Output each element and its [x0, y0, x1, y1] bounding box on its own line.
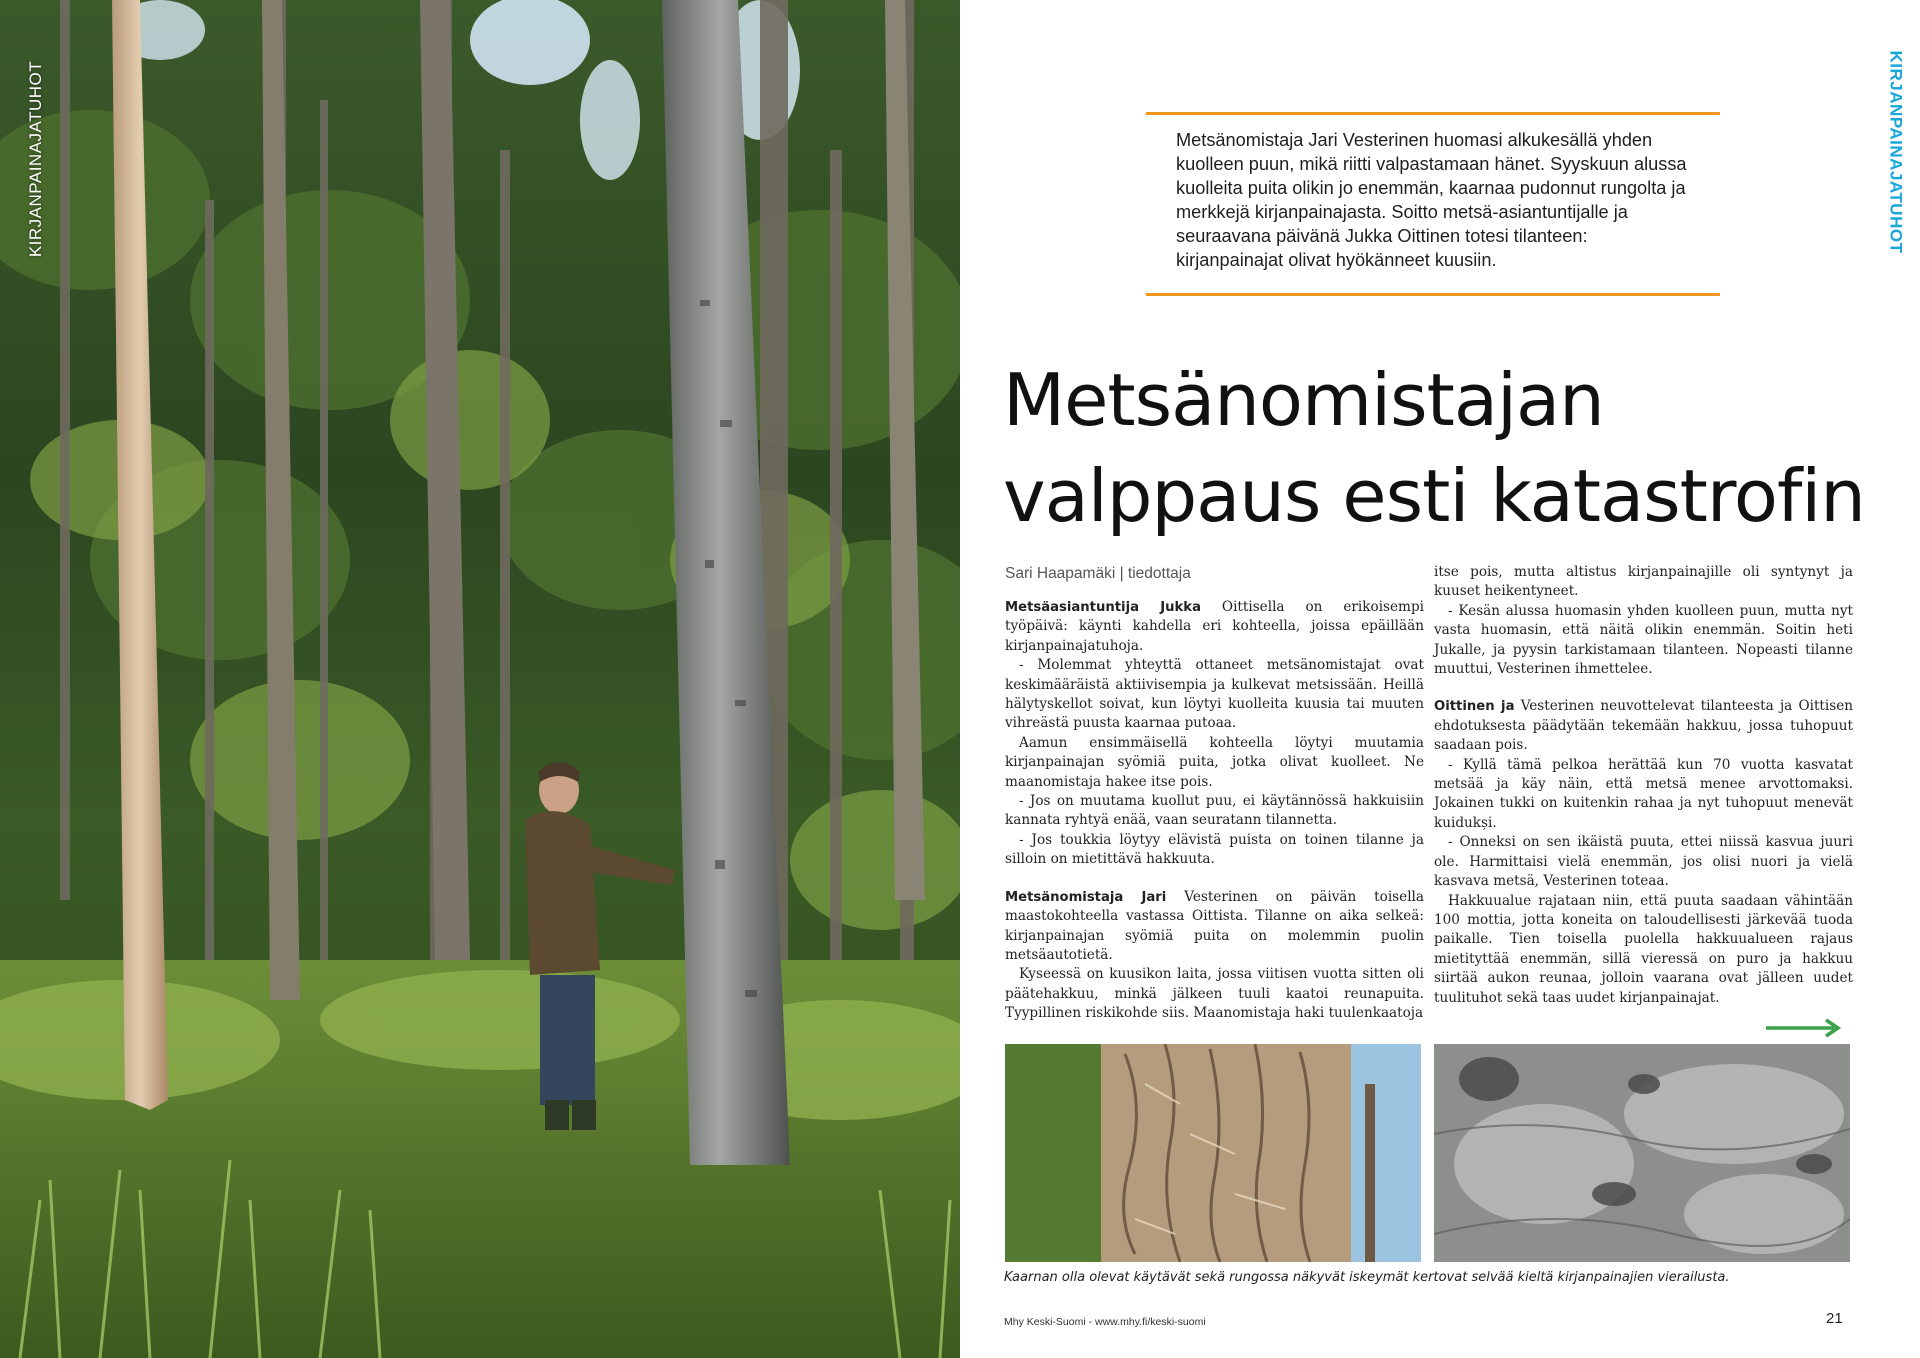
lead-in: Metsänomistaja Jari: [1005, 889, 1167, 905]
paragraph: Metsänomistaja Jari Vesterinen on päivän toisella maastokohteella vastassa Oittista. Tilanne on aika selkeä: kirjanpainajan syömiä puita on molemmin puolin metsäautotietä.: [1005, 888, 1424, 963]
paragraph: - Jos on muutama kuollut puu, ei käytännössä hakkuisiin kannata ryhtyä enää, vaan seuratann tilannetta.: [1005, 793, 1424, 829]
intro-text: Metsänomistaja Jari Vesterinen huomasi alkukesällä yhden kuolleen puun, mikä riitti valpastamaan hänet. Syyskuun alussa kuolleita puita olikin jo enemmän, kaarnaa pudonnut rungolta ja merkkejä kirjanpainajasta. Soitto metsä-asiantuntijalle ja seuraavana päivänä Jukka Oittinen totesi tilanteen: kirjanpainajat olivat hyökänneet kuusiin.: [1176, 130, 1687, 270]
paragraph: - Jos toukkia löytyy elävistä puista on toinen tilanne ja silloin on mietittävä hakkuuta.: [1005, 831, 1424, 868]
paragraph: - Kyllä tämä pelkoa herättää kun 70 vuotta kasvatat metsää ja käy näin, että metsä menee arvottomaksi. Jokainen tukki on kuitenkin rahaa ja nyt tuhopuut menevät kuidukși.: [1434, 756, 1853, 831]
paragraph: Metsäasiantuntija Jukka Oittisella on erikoisempi työpäivä: käynti kahdella eri kohteella, joissa epäillään kirjanpainajatuhoja.: [1005, 599, 1424, 654]
paragraph: itse pois, mutta altistus kirjanpainajille oli syntynyt ja kuuset heikentyneet.: [1434, 564, 1853, 600]
headline-line-1: Metsänomistajan: [1003, 358, 1604, 442]
paragraph: - Kesän alussa huomasin yhden kuolleen puun, mutta nyt vasta huomasin, että näitä olikin enemmän. Soitin heti Jukalle, ja pyysin tarkistamaan tilanteen. Nopeasti tilanne muuttui, Vesterinen ihmettelee.: [1434, 602, 1853, 678]
intro-bottom-rule: [1146, 293, 1720, 296]
section-label-left: KIRJANPAINAJATUHOT: [26, 60, 45, 258]
paragraph: - Onneksi on sen ikäistä puuta, ettei niissä kasvua juuri ole. Harmittaisi vielä enemmän, jos olisi nuori ja vielä kasvava metsä, Vesterinen toteaa.: [1434, 834, 1853, 890]
continue-arrow-icon: [1764, 1018, 1846, 1038]
page-footer: Mhy Keski-Suomi - www.mhy.fi/keski-suomi: [1004, 1316, 1206, 1328]
page-number: 21: [1826, 1310, 1843, 1327]
article-headline: [1003, 352, 1883, 544]
paragraph: Oittinen ja Vesterinen neuvottelevat tilanteesta ja Oittisen ehdotuksesta päädytään tekemään hakkuu, jossa tuhopuut saadaan pois.: [1434, 698, 1854, 754]
intro-top-rule: [1146, 112, 1720, 115]
lead-in: Metsäasiantuntija Jukka: [1005, 600, 1201, 615]
article-column-1: [1005, 598, 1424, 1024]
headline-line-2: valppaus esti katastrofin: [1003, 454, 1865, 538]
article-column-2: [1434, 563, 1853, 1008]
lead-in: Oittinen ja: [1434, 699, 1515, 715]
photo-caption: Kaarnan olla olevat käytävät sekä rungossa näkyvät iskeymät kertovat selvää kieltä kirjanpainajien vierailusta.: [1004, 1270, 1730, 1285]
byline: Sari Haapamäki | tiedottaja: [1005, 565, 1191, 582]
bark-closeup-photo: [1434, 1044, 1850, 1262]
paragraph: Hakkuualue rajataan niin, että puuta saadaan vähintään 100 mottia, jotta koneita on taloudellisesti järkevää tuoda paikalle. Tien toisella puolella hakkuualueen rajaus mietityttää enemmän, sillä vieressä on puro ja hakkuu siirtää aukon reunaa, jolloin vaarana ovat jälleen uudet tuulituhot sekä taas uudet kirjanpainajat.: [1434, 892, 1853, 1006]
bark-galleries-photo: [1005, 1044, 1421, 1262]
paragraph: Kyseessä on kuusikon laita, jossa viitisen vuotta sitten oli päätehakkuu, minkä jälkeen tuuli kaatoi reunapuita. Tyypillinen riskikohde siis. Maanomistaja haki tuulenkaatoja: [1005, 966, 1424, 1022]
paragraph: - Molemmat yhteyttä ottaneet metsänomistajat ovat keskimääräistä aktiivisempia ja kulkevat metsissään. Heillä hälytyskellot soivat, kun löytyi kuolleita kuusia tai muuten vihreästä puusta kaarnaa putoaa.: [1005, 657, 1424, 732]
section-label-right: KIRJANPAINAJATUHOT: [1886, 50, 1905, 254]
paragraph: Aamun ensimmäisellä kohteella löytyi muutamia kirjanpainajan syömiä puita, jotka olivat kuolleet. Ne maanomistaja hakee itse pois.: [1005, 734, 1424, 790]
